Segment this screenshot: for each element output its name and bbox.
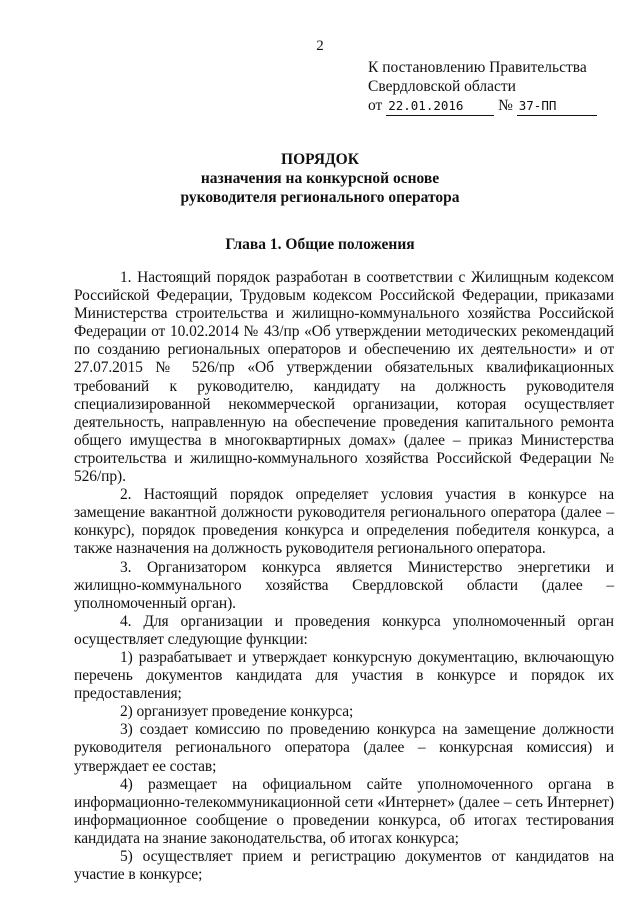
from-label: от: [368, 97, 383, 114]
paragraph: 4. Для организации и проведения конкурса уполномоченный орган осуществляет следующие функции:: [74, 612, 614, 648]
approval-line-1: К постановлению Правительства: [368, 59, 587, 76]
title-line-3: руководителя регионального оператора: [180, 189, 460, 206]
paragraph: 2. Настоящий порядок определяет условия участия в конкурсе на замещение вакантной должности руководителя регионального оператора (далее – конкурс), порядок проведения конкурса и определения победителя конкурса, а также назначения на должность руководителя регионального оператора.: [74, 486, 614, 558]
approval-number: 37-ПП: [517, 96, 597, 116]
document-title: [0, 150, 640, 207]
title-main: ПОРЯДОК: [281, 151, 359, 168]
title-line-2: назначения на конкурсной основе: [200, 170, 440, 187]
paragraph: 4) размещает на официальном сайте уполномоченного органа в информационно-телекоммуникационной сети «Интернет» (далее – сеть Интернет) информационное сообщение о проведении конкурса, об итогах тестирования кандидата на знание законодательства, об итогах конкурса;: [74, 775, 614, 847]
chapter-heading: Глава 1. Общие положения: [225, 236, 415, 253]
paragraph: 1. Настоящий порядок разработан в соответствии с Жилищным кодексом Российской Федерации, Трудовым кодексом Российской Федерации, приказами Министерства строительства и жилищно-коммунального хозяйства Российской Федерации от 10.02.2014 № 43/пр «Об утверждении методических рекомендаций по созданию региональных операторов и обеспечению их деятельности» и от 27.07.2015 № 526/пр «Об утверждении обязательных квалификационных требований к руководителю, кандидату на должность руководителя специализированной некоммерческой организации, которая осуществляет деятельность, направленную на обеспечение проведения капитального ремонта общего имущества в многоквартирных домах» (далее – приказ Министерства строительства и жилищно-коммунального хозяйства Российской Федерации № 526/пр).: [74, 269, 614, 486]
approval-date: 22.01.2016: [386, 96, 494, 116]
paragraph: 1) разрабатывает и утверждает конкурсную документацию, включающую перечень документов кандидата для участия в конкурсе и порядок их предоставления;: [74, 648, 614, 703]
paragraph: 5) осуществляет прием и регистрацию документов от кандидатов на участие в конкурсе;: [74, 848, 614, 884]
approval-line-2: Свердловской области: [368, 78, 516, 95]
approval-date-number-line: [368, 96, 618, 116]
paragraph: 3. Организатором конкурса является Министерство энергетики и жилищно-коммунального хозяйства Свердловской области (далее – уполномоченный орган).: [74, 558, 614, 612]
number-label: №: [498, 97, 513, 114]
approval-reference: [368, 58, 618, 116]
paragraph: 2) организует проведение конкурса;: [120, 703, 354, 721]
paragraph: 3) создает комиссию по проведению конкурса на замещение должности руководителя регионального оператора (далее – конкурсная комиссия) и утверждает ее состав;: [74, 721, 614, 775]
document-body: [74, 269, 614, 884]
page-number: 2: [316, 38, 324, 54]
